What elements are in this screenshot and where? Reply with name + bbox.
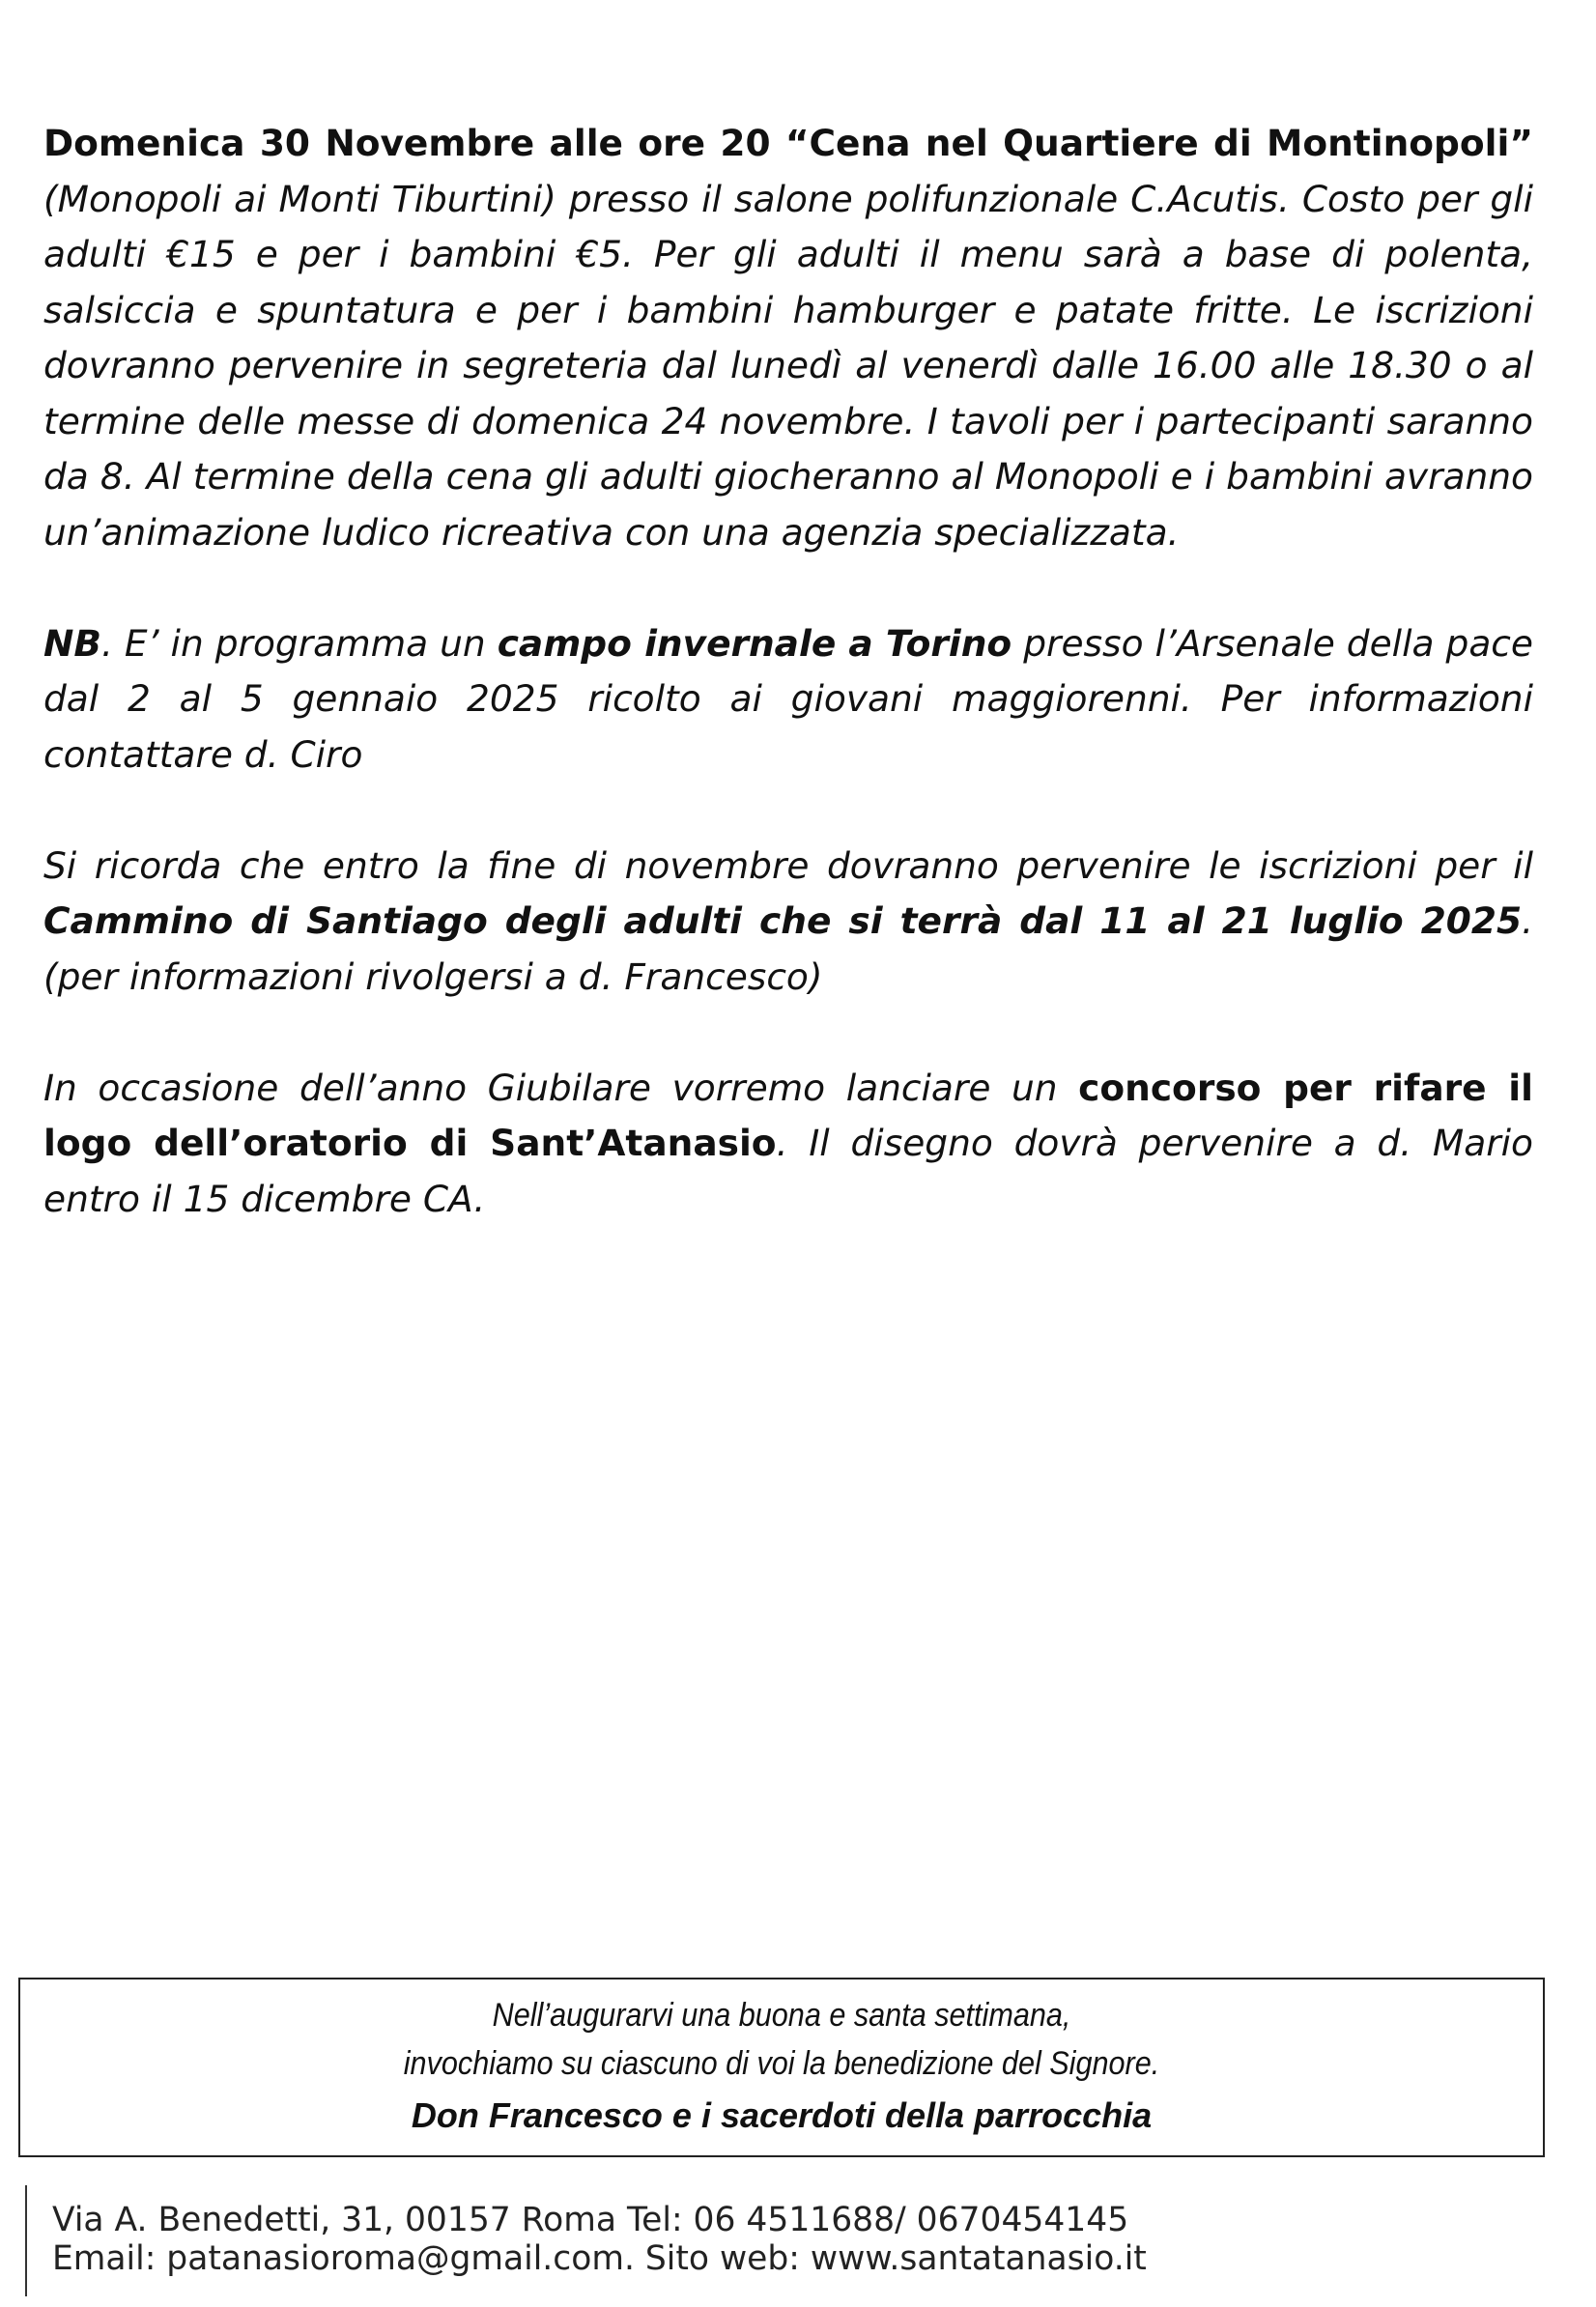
santiago-text-start: Si ricorda che entro la fine di novembre dovranno pervenire le iscrizioni per il [43, 843, 1533, 887]
nb-text-start: . E’ in programma un [100, 621, 498, 665]
santiago-text-end: . (per informazioni rivolgersi a d. Francesco) [43, 899, 1533, 998]
cena-event-details: (Monopoli ai Monti Tiburtini) presso il salone polifunzionale C.Acutis. Costo per gli adulti €15 e per i bambini €5. Per gli adulti il menu sarà a base di polenta, salsiccia e spuntatura e per i bambini hamburger e patate fritte. Le iscrizioni dovranno pervenire in segreteria dal lunedì al venerdì dalle 16.00 alle 18.30 o al termine delle messe di domenica 24 novembre. I tavoli per i partecipanti saranno da 8. Al termine della cena gli adulti giocheranno al Monopoli e i bambini avranno un’animazione ludico ricreativa con una agenzia specializzata. [43, 177, 1533, 554]
nb-label: NB [43, 621, 101, 665]
nb-text-end: presso l’Arsenale della pace dal 2 al 5 gennaio 2025 ricolto ai giovani maggiorenni. Per informazioni contattare d. Ciro [43, 621, 1533, 776]
concorso-logo: concorso per rifare il logo dell’oratorio di Sant’Atanasio [43, 1066, 1533, 1164]
paragraph-concorso [43, 1061, 1533, 1228]
newsletter-body [43, 116, 1533, 1227]
footer-address: Via A. Benedetti, 31, 00157 Roma Tel: 06 4511688/ 0670454145 [52, 2201, 1129, 2239]
concorso-text-start: In occasione dell’anno Giubilare vorremo lanciare un [43, 1066, 1079, 1109]
closing-greeting-box [18, 1978, 1545, 2157]
footer-contacts [25, 2185, 1147, 2296]
closing-signature: Don Francesco e i sacerdoti della parrocchia [411, 2095, 1153, 2135]
paragraph-santiago [43, 839, 1533, 1006]
paragraph-nb [43, 616, 1533, 783]
concorso-text-end: . Il disegno dovrà pervenire a d. Mario entro il 15 dicembre CA. [43, 1122, 1533, 1220]
cena-event-title: Domenica 30 Novembre alle ore 20 “Cena nel Quartiere di Montinopoli” [43, 122, 1533, 164]
footer-email-website: Email: patanasioroma@gmail.com. Sito web: www.santatanasio.it [52, 2239, 1147, 2278]
closing-line-1: Nell’augurarvi una buona e santa settimana, [492, 1997, 1071, 2034]
closing-line-2: invochiamo su ciascuno di voi la benedizione del Signore. [403, 2045, 1160, 2082]
nb-campo-invernale: campo invernale a Torino [497, 621, 1012, 665]
santiago-cammino: Cammino di Santiago degli adulti che si terrà dal 11 al 21 luglio 2025 [43, 899, 1523, 942]
paragraph-cena [43, 116, 1533, 560]
